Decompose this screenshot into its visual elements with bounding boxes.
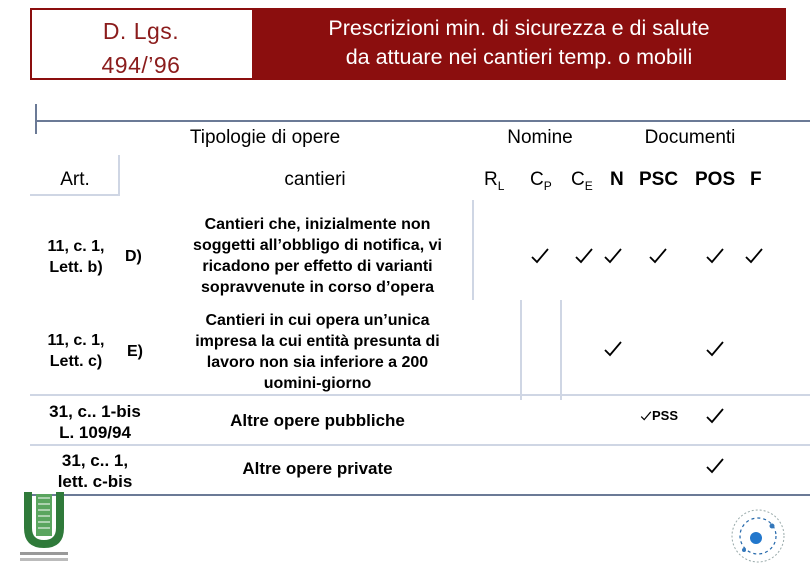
col-header-underline — [30, 194, 120, 196]
check-icon — [648, 246, 668, 266]
check-icon — [705, 456, 725, 476]
table-row-4-desc: Altre opere private — [242, 459, 393, 478]
table-row-2-art: 11, c. 1, Lett. c) — [47, 332, 105, 370]
col-header-art: Art. — [60, 169, 90, 190]
slide-title — [252, 14, 786, 72]
check-icon — [530, 246, 550, 266]
table-row-3-art: 31, c.. 1-bis L. 109/94 — [49, 402, 141, 442]
university-logo — [18, 488, 70, 566]
row-3-bottom — [30, 444, 810, 446]
row-2-cell-border — [520, 300, 522, 400]
col-header-rl: $R_L$ — [484, 169, 505, 193]
group-header-documenti: Documenti — [644, 127, 736, 148]
table-row-2-letter: E) — [127, 343, 143, 360]
table-row-4-art: 31, c.. 1, lett. c-bis — [57, 451, 133, 491]
table-row-1-letter: D) — [125, 248, 142, 265]
row-2-cell-border-2 — [560, 300, 562, 400]
row-1-right-border — [472, 200, 474, 300]
check-icon — [603, 339, 623, 359]
group-header-tipologie: Tipologie di opere — [189, 127, 341, 148]
row-2-bottom — [30, 394, 810, 396]
check-icon — [705, 406, 725, 426]
col-header-cp: $C_P$ — [530, 169, 552, 193]
law-reference-line2: 494/’96 — [101, 52, 181, 78]
col-header-cantieri: cantieri — [284, 169, 346, 190]
col-header-psc: PSC — [639, 169, 679, 190]
check-icon — [603, 246, 623, 266]
table-row-1-art: 11, c. 1, Lett. b) — [47, 238, 105, 276]
seal-logo — [722, 500, 794, 566]
table-row-3-desc: Altre opere pubbliche — [230, 411, 405, 430]
col-separator — [118, 155, 120, 195]
slide-title-line1: Prescrizioni min. di sicurezza e di salute — [328, 16, 710, 40]
slide-title-line2: da attuare nei cantieri temp. o mobili — [345, 45, 693, 69]
table-top-line — [35, 120, 810, 122]
col-header-pos: POS — [695, 169, 736, 190]
check-icon — [705, 339, 725, 359]
check-icon — [574, 246, 594, 266]
psc-pss-note: PSS — [640, 405, 678, 426]
table-left-tick — [35, 104, 37, 134]
group-header-nomine: Nomine — [507, 127, 573, 148]
table-row-2-desc: Cantieri in cui opera un’unica impresa la cui entità presunta di lavoro non sia inferiore a 200 uomini-giorno — [195, 312, 440, 392]
col-header-f: F — [750, 169, 762, 190]
check-icon — [744, 246, 764, 266]
table-row-1-desc: Cantieri che, inizialmente non soggetti all’obbligo di notifica, vi ricadono per effetto di varianti sopravvenute in corso d’opera — [193, 216, 442, 296]
check-icon — [705, 246, 725, 266]
col-header-n: N — [610, 169, 624, 190]
check-icon — [640, 410, 652, 422]
law-reference-line1: D. Lgs. — [102, 18, 180, 44]
table-bottom-line — [30, 494, 810, 496]
law-reference — [30, 14, 252, 82]
col-header-ce: $C_E$ — [571, 169, 593, 193]
